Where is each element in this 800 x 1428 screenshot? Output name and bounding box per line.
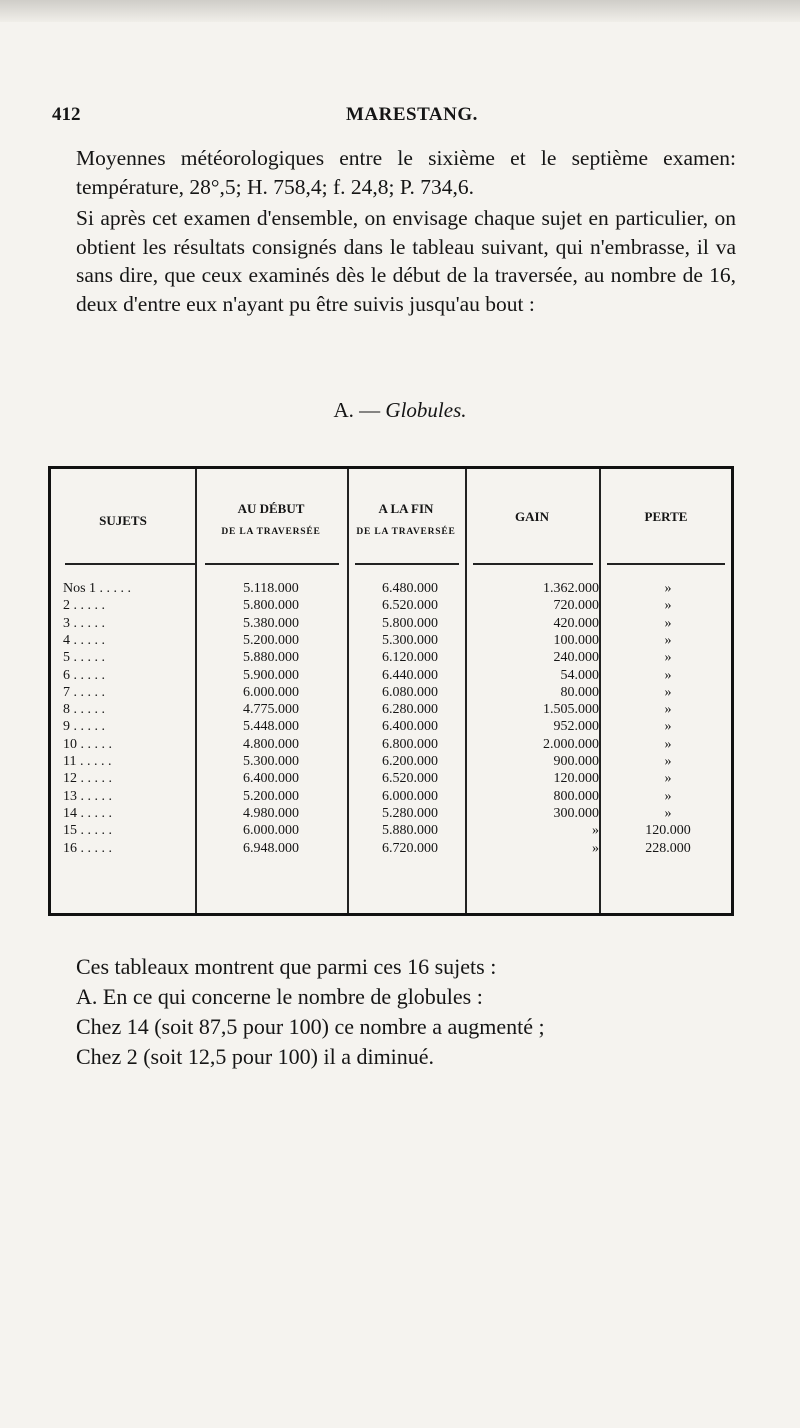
cell-gain: » [592, 840, 599, 856]
conclusion-line: Chez 2 (soit 12,5 pour 100) il a diminué. [76, 1044, 435, 1069]
cell-fin: 6.480.000 [382, 581, 438, 596]
globules-table [48, 466, 734, 916]
table-row [51, 702, 731, 719]
cell-gain: 1.505.000 [543, 702, 599, 718]
cell-gain: 800.000 [553, 788, 599, 804]
table-row [51, 771, 731, 788]
cell-debut: 4.980.000 [243, 805, 299, 821]
cell-perte: » [664, 771, 672, 787]
cell-sujet: 13 . . . . . [63, 788, 112, 804]
table-row [51, 616, 731, 633]
cell-gain: 1.362.000 [543, 581, 599, 596]
header-rule [65, 563, 195, 565]
header-debut: AU DÉBUT [237, 501, 305, 516]
cell-fin: 5.300.000 [382, 632, 438, 648]
section-title [0, 398, 800, 423]
table-row [51, 806, 731, 823]
cell-fin: 6.400.000 [382, 719, 438, 735]
table-row [51, 789, 731, 806]
cell-fin: 6.520.000 [382, 598, 438, 614]
cell-fin: 6.440.000 [382, 667, 438, 683]
cell-gain: 900.000 [553, 754, 599, 769]
cell-sujet: 15 . . . . . [63, 823, 112, 839]
cell-fin: 6.520.000 [382, 771, 438, 787]
cell-perte: » [664, 805, 672, 821]
table-row [51, 668, 731, 685]
cell-gain: 240.000 [553, 650, 599, 666]
cell-debut: 6.948.000 [243, 840, 299, 856]
cell-perte: » [664, 754, 672, 769]
cell-sujet: 5 . . . . . [63, 650, 105, 666]
header-sujets: SUJETS [99, 513, 147, 528]
cell-perte: » [664, 702, 672, 718]
header-rule [473, 563, 593, 565]
cell-debut: 4.775.000 [243, 702, 299, 718]
page-header [52, 104, 740, 130]
table-row [51, 581, 731, 598]
paragraph-intro-text: Si après cet examen d'ensemble, on envisage chaque sujet en particulier, on obtient les résultats consignés dans le tableau suivant, qui n'embrasse, il va sans dire, que ceux examinés dès le début de la traversée, au nombre de 16, deux d'entre eux n'ayant pu être suivis jusqu'au bout : [76, 206, 736, 316]
cell-sujet: 4 . . . . . [63, 632, 105, 648]
header-perte: PERTE [644, 509, 688, 524]
cell-sujet: 6 . . . . . [63, 667, 105, 683]
cell-sujet: 9 . . . . . [63, 719, 105, 735]
cell-gain: 720.000 [553, 598, 599, 614]
cell-fin: 6.800.000 [382, 736, 438, 752]
cell-debut: 6.000.000 [243, 823, 299, 839]
cell-perte: 228.000 [645, 840, 691, 856]
cell-debut: 5.200.000 [243, 788, 299, 804]
table-row [51, 823, 731, 840]
cell-perte: » [664, 581, 672, 596]
scan-edge [0, 0, 800, 22]
cell-gain: 300.000 [553, 805, 599, 821]
cell-fin: 6.280.000 [382, 702, 438, 718]
cell-sujet: 2 . . . . . [63, 598, 105, 614]
conclusion-line: A. En ce qui concerne le nombre de globules : [76, 984, 483, 1009]
header-fin: A LA FIN [378, 501, 434, 516]
cell-debut: 5.800.000 [243, 598, 299, 614]
cell-gain: 100.000 [553, 632, 599, 648]
cell-debut: 6.000.000 [243, 684, 299, 700]
header-rule [205, 563, 339, 565]
cell-debut: 5.380.000 [243, 615, 299, 631]
cell-perte: » [664, 788, 672, 804]
cell-debut: 5.880.000 [243, 650, 299, 666]
cell-fin: 6.120.000 [382, 650, 438, 666]
section-name: Globules. [385, 398, 467, 422]
cell-fin: 5.800.000 [382, 615, 438, 631]
cell-debut: 5.118.000 [243, 581, 299, 596]
cell-sujet: 3 . . . . . [63, 615, 105, 631]
header-debut-sub: DE LA TRAVERSÉE [221, 527, 321, 537]
conclusion-line: Ces tableaux montrent que parmi ces 16 sujets : [76, 954, 497, 979]
cell-debut: 5.900.000 [243, 667, 299, 683]
table-row [51, 719, 731, 736]
page-number: 412 [52, 104, 81, 125]
cell-sujet: 14 . . . . . [63, 805, 112, 821]
table-row [51, 685, 731, 702]
paragraph-meteo: Moyennes météorologiques entre le sixième et le septième examen: température, 28°,5; H. 758,4; f. 24,8; P. 734,6. [76, 146, 736, 199]
cell-fin: 5.280.000 [382, 805, 438, 821]
cell-sujet: 10 . . . . . [63, 736, 112, 752]
header-gain: GAIN [515, 509, 549, 524]
cell-perte: » [664, 684, 672, 700]
cell-fin: 6.200.000 [382, 754, 438, 769]
cell-debut: 5.448.000 [243, 719, 299, 735]
cell-perte: » [664, 632, 672, 648]
cell-perte: » [664, 650, 672, 666]
paragraph-intro [76, 204, 736, 318]
header-rule [607, 563, 725, 565]
cell-gain: 80.000 [560, 684, 599, 700]
table-row [51, 633, 731, 650]
table-row [51, 737, 731, 754]
cell-sujet: 8 . . . . . [63, 702, 105, 718]
cell-sujet: 7 . . . . . [63, 684, 105, 700]
table-row [51, 598, 731, 615]
cell-fin: 6.720.000 [382, 840, 438, 856]
conclusion-line: Chez 14 (soit 87,5 pour 100) ce nombre a augmenté ; [76, 1014, 545, 1039]
header-fin-sub: DE LA TRAVERSÉE [356, 527, 456, 537]
cell-sujet: Nos 1 . . . . . [63, 581, 132, 596]
cell-debut: 4.800.000 [243, 736, 299, 752]
cell-gain: 2.000.000 [543, 736, 599, 752]
cell-debut: 5.200.000 [243, 632, 299, 648]
cell-perte: 120.000 [645, 823, 691, 839]
cell-gain: 54.000 [560, 667, 599, 683]
section-letter: A. — [333, 398, 381, 422]
cell-sujet: 16 . . . . . [63, 840, 112, 856]
conclusions [76, 952, 736, 1072]
running-head: MARESTANG. [346, 104, 478, 125]
cell-perte: » [664, 598, 672, 614]
cell-gain: 420.000 [553, 615, 599, 631]
cell-fin: 6.080.000 [382, 684, 438, 700]
cell-gain: 120.000 [553, 771, 599, 787]
cell-gain: 952.000 [553, 719, 599, 735]
table-row [51, 650, 731, 667]
cell-sujet: 12 . . . . . [63, 771, 112, 787]
header-rule [355, 563, 459, 565]
cell-perte: » [664, 736, 672, 752]
cell-fin: 5.880.000 [382, 823, 438, 839]
cell-gain: » [592, 823, 599, 839]
table-row [51, 841, 731, 858]
cell-debut: 5.300.000 [243, 754, 299, 769]
cell-perte: » [664, 615, 672, 631]
cell-perte: » [664, 719, 672, 735]
cell-debut: 6.400.000 [243, 771, 299, 787]
cell-sujet: 11 . . . . . [63, 754, 112, 769]
table-row [51, 754, 731, 771]
cell-perte: » [664, 667, 672, 683]
cell-fin: 6.000.000 [382, 788, 438, 804]
